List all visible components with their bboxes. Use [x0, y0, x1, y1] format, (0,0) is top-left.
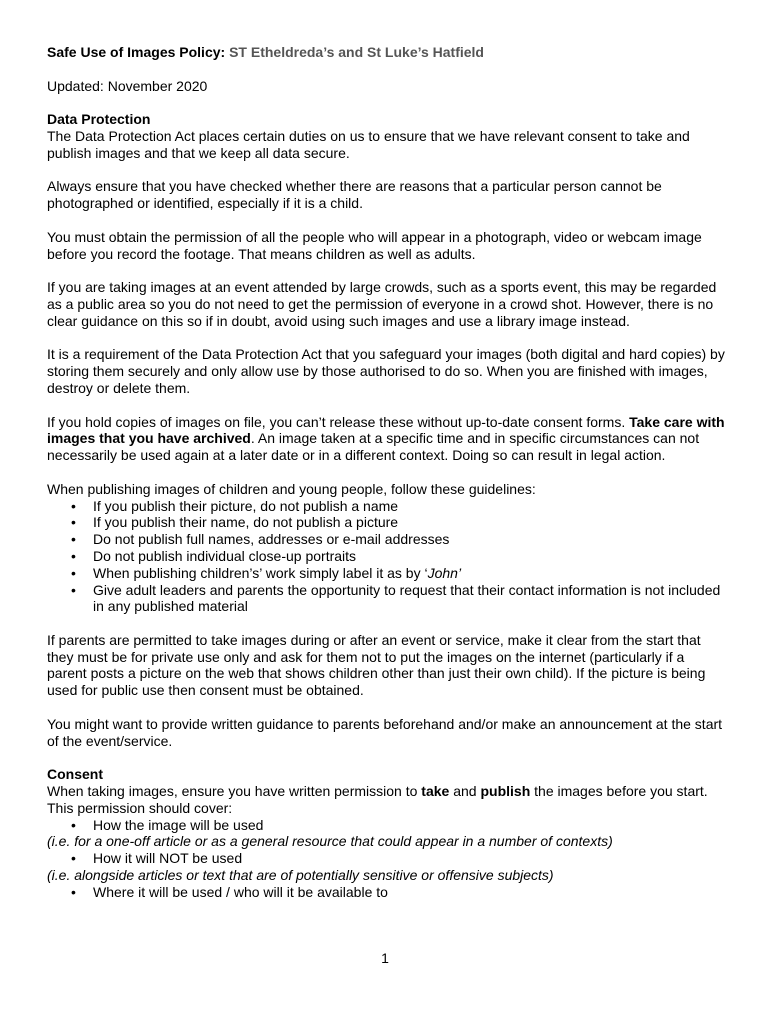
page-number: 1 — [381, 950, 389, 966]
document-body — [47, 44, 727, 901]
list-item: • If you publish their name, do not publish a picture — [93, 514, 727, 531]
list-item: • Do not publish individual close-up portraits — [93, 548, 727, 565]
list-item: • Where it will be used / who will it be available to — [93, 884, 727, 901]
text-bold: publish — [480, 783, 531, 800]
data-protection-heading-text: Data Protection — [47, 111, 151, 128]
paragraph: It is a requirement of the Data Protection Act that you safeguard your images (both digital and hard copies) by storing them securely and only allow use by those authorised to do so. When you are finished with images, destroy or delete them. — [47, 346, 725, 396]
data-protection-heading — [47, 111, 727, 128]
list-item: • How it will NOT be used — [93, 850, 727, 867]
consent-heading-text: Consent — [47, 766, 103, 783]
consent-heading — [47, 766, 727, 783]
text-bold: Take care with images that you have archived — [47, 413, 725, 447]
list-item: • Give adult leaders and parents the opportunity to request that their contact information is not included in any published material — [93, 582, 727, 616]
list-item — [93, 565, 727, 582]
note: (i.e. alongside articles or text that are of potentially sensitive or offensive subjects) — [47, 867, 554, 884]
consent-list — [47, 850, 727, 867]
title-bold: Safe Use of Images Policy: — [47, 44, 226, 60]
text-span: and — [449, 783, 481, 800]
list-item: • How the image will be used — [93, 817, 727, 834]
paragraph: You might want to provide written guidance to parents beforehand and/or make an announcement at the start of the event/service. — [47, 715, 723, 749]
paragraph: You must obtain the permission of all the people who will appear in a photograph, video or webcam image before you record the footage. That means children as well as adults. — [47, 228, 702, 262]
text-bold: take — [421, 783, 450, 800]
paragraph — [47, 414, 727, 464]
paragraph: If parents are permitted to take images during or after an event or service, make it clear from the start that they must be for private use only and ask for them not to put the images on the internet (particularly if a parent posts a picture on the web that shows children other than just their own child). If the picture is being used for public use then consent must be obtained. — [47, 631, 706, 699]
paragraph: Always ensure that you have checked whether there are reasons that a particular person cannot be photographed or identified, especially if it is a child. — [47, 178, 662, 212]
list-item: • Do not publish full names, addresses or e-mail addresses — [93, 531, 727, 548]
consent-list — [47, 817, 727, 834]
title-subtitle: ST Etheldreda’s and St Luke’s Hatfield — [229, 44, 484, 60]
text-span: the images before you start. This permission should cover: — [47, 783, 708, 816]
updated-date: Updated: November 2020 — [47, 77, 208, 94]
paragraph: When publishing images of children and young people, follow these guidelines: — [47, 480, 536, 497]
guidelines-list — [47, 498, 727, 616]
paragraph: The Data Protection Act places certain duties on us to ensure that we have relevant consent to take and publish images and that we keep all data secure. — [47, 127, 690, 161]
text-italic: John’ — [427, 564, 462, 581]
consent-list — [47, 884, 727, 901]
paragraph — [47, 783, 727, 817]
text-span: When taking images, ensure you have written permission to — [47, 783, 422, 800]
note: (i.e. for a one-off article or as a general resource that could appear in a number of contexts) — [47, 833, 613, 850]
text-span: When publishing children’s’ work simply label it as by ‘ — [93, 564, 428, 581]
list-item: • If you publish their picture, do not publish a name — [93, 498, 727, 515]
text-span: . An image taken at a specific time and in specific circumstances can not necessarily be used again at a later date or in a different context. Doing so can result in legal action. — [47, 430, 700, 464]
paragraph: If you are taking images at an event attended by large crowds, such as a sports event, this may be regarded as a public area so you do not need to get the permission of everyone in a crowd shot. However, there is no clear guidance on this so if in doubt, avoid using such images and use a library image instead. — [47, 279, 717, 329]
text-span: If you hold copies of images on file, you can’t release these without up-to-date consent forms. — [47, 413, 630, 430]
document-title — [47, 44, 727, 61]
